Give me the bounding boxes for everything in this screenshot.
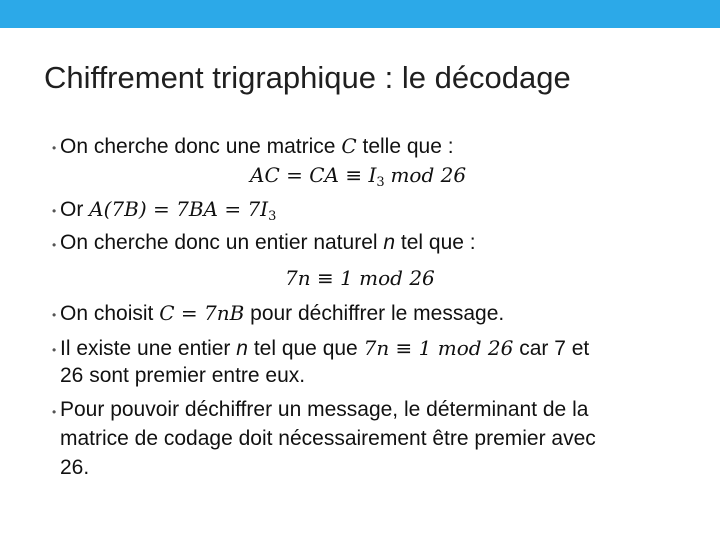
- bullet-2-text: Or: [60, 198, 84, 221]
- bullet-dot: •: [52, 204, 57, 218]
- equation-2: [285, 265, 435, 292]
- bullet-5-line-1: [60, 335, 589, 362]
- equation-2-expr: 7n ≡ 1 mod 26: [285, 266, 435, 290]
- bullet-6-line-2: matrice de codage doit nécessairement être premier avec: [60, 427, 596, 450]
- bullet-2: [60, 196, 276, 230]
- bullet-1: [60, 133, 454, 160]
- bullet-5-before: Il existe une entier: [60, 337, 231, 360]
- bullet-3-text-before: On cherche donc un entier naturel: [60, 231, 378, 254]
- bullet-6-line-1: Pour pouvoir déchiffrer un message, le déterminant de la: [60, 398, 589, 421]
- bullet-dot: •: [52, 405, 57, 419]
- bullet-1-var: C: [341, 134, 357, 158]
- bullet-4: [60, 300, 504, 327]
- bullet-1-text: On cherche donc une matrice: [60, 135, 336, 158]
- bullet-4-after: pour déchiffrer le message.: [250, 302, 505, 325]
- bullet-3-text-after: tel que :: [400, 231, 476, 254]
- equation-1-rhs: mod 26: [390, 163, 467, 187]
- bullet-4-text: On choisit: [60, 302, 154, 325]
- bullet-dot: •: [52, 343, 57, 357]
- bullet-5-after: car 7 et: [519, 337, 590, 360]
- bullet-4-math: C = 7nB: [159, 301, 245, 325]
- equation-1: [250, 162, 466, 196]
- bullet-5-mid: tel que que: [253, 337, 358, 360]
- bullet-2-math: A(7B) = 7BA = 7I: [89, 197, 269, 221]
- bullet-5-math: 7n ≡ 1 mod 26: [363, 336, 514, 360]
- bullet-5-line-2: 26 sont premier entre eux.: [60, 364, 306, 387]
- slide-title: Chiffrement trigraphique : le décodage: [44, 60, 571, 95]
- bullet-3-var: n: [383, 231, 396, 254]
- bullet-3: [60, 230, 476, 256]
- bullet-5-var: n: [236, 337, 248, 360]
- equation-1-lhs: AC = CA ≡ I: [250, 163, 377, 187]
- bullet-dot: •: [52, 141, 57, 155]
- bullet-2-sub: 3: [268, 209, 277, 224]
- bullet-dot: •: [52, 308, 57, 322]
- bullet-dot: •: [52, 238, 57, 252]
- bullet-6-line-3: 26.: [60, 456, 90, 479]
- equation-1-sub: 3: [376, 175, 385, 190]
- bullet-1-after: telle que :: [362, 135, 454, 158]
